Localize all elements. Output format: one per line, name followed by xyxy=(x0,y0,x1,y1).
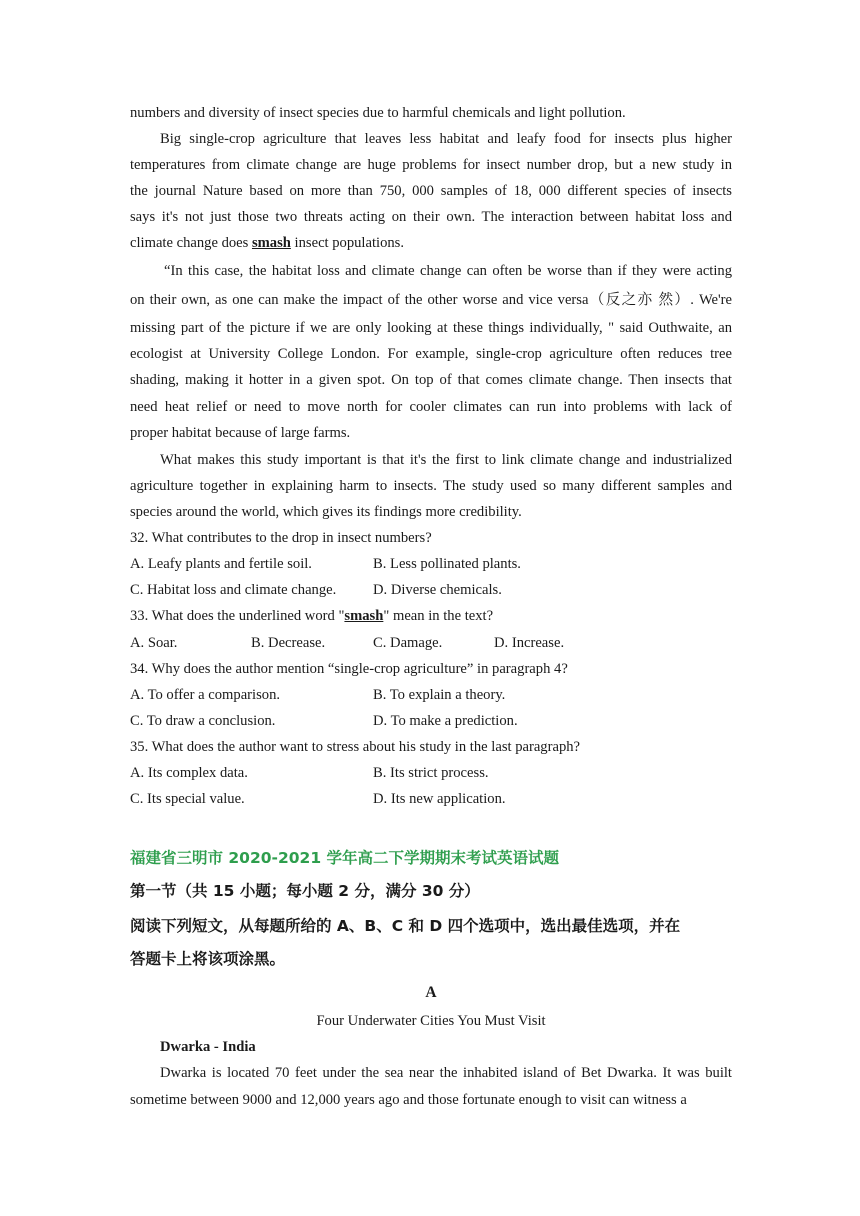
instructions-line: 答题卡上将该项涂黑。 xyxy=(130,950,286,968)
paragraph-line: the journal Nature based on more than 750, 000 samples of 18, 000 different species of insects xyxy=(130,183,732,199)
passage-letter: A xyxy=(425,984,437,1001)
option-34-b: B. To explain a theory. xyxy=(373,687,506,703)
paragraph-line: agriculture together in explaining harm to insects. The study used so many different samples and xyxy=(130,478,732,494)
question-33 xyxy=(130,606,732,626)
option-34-c: C. To draw a conclusion. xyxy=(130,713,276,729)
text-span: " mean in the text? xyxy=(383,608,494,624)
paragraph-line: shading, making it hotter in a given spot. On top of that comes climate change. Then insects that xyxy=(130,372,732,388)
paragraph-line xyxy=(130,233,732,253)
paragraph-line: says it's not just those two threats acting on their own. The interaction between habitat loss and xyxy=(130,209,732,225)
question-32: 32. What contributes to the drop in insect numbers? xyxy=(130,530,432,546)
underlined-word: smash xyxy=(344,608,384,624)
paragraph-line: Big single-crop agriculture that leaves less habitat and leafy food for insects plus higher xyxy=(160,131,732,147)
text-span: 33. What does the underlined word " xyxy=(130,608,345,624)
passage-title: Four Underwater Cities You Must Visit xyxy=(316,1013,546,1029)
option-33-a: A. Soar. xyxy=(130,635,178,651)
paragraph-line: temperatures from climate change are huge problems for insect number drop, but a new study in xyxy=(130,157,732,173)
paragraph-line: proper habitat because of large farms. xyxy=(130,425,351,441)
paragraph-line: numbers and diversity of insect species due to harmful chemicals and light pollution. xyxy=(130,105,626,121)
option-33-b: B. Decrease. xyxy=(251,635,326,651)
option-35-a: A. Its complex data. xyxy=(130,765,248,781)
paragraph-line: missing part of the picture if we are only looking at these things individually, " said Outhwaite, an xyxy=(130,320,732,336)
option-32-b: B. Less pollinated plants. xyxy=(373,556,521,572)
paragraph-line: species around the world, which gives its findings more credibility. xyxy=(130,504,522,520)
paragraph-line: What makes this study important is that it's the first to link climate change and industrialized xyxy=(160,452,732,468)
option-32-c: C. Habitat loss and climate change. xyxy=(130,582,337,598)
option-34-d: D. To make a prediction. xyxy=(373,713,518,729)
option-35-b: B. Its strict process. xyxy=(373,765,489,781)
paragraph-line: on their own, as one can make the impact of the other worse and vice versa（反之亦 然）. We're xyxy=(130,292,732,308)
paragraph-line: sometime between 9000 and 12,000 years ago and those fortunate enough to visit can witness a xyxy=(130,1092,687,1108)
underlined-word: smash xyxy=(251,235,291,251)
question-34: 34. Why does the author mention “single-crop agriculture” in paragraph 4? xyxy=(130,661,568,677)
section-heading: 第一节（共 15 小题；每小题 2 分，满分 30 分） xyxy=(130,882,480,900)
paragraph-line: Dwarka is located 70 feet under the sea near the inhabited island of Bet Dwarka. It was built xyxy=(160,1065,732,1081)
paragraph-line: ecologist at University College London. For example, single-crop agriculture often reduces tree xyxy=(130,346,732,362)
option-33-c: C. Damage. xyxy=(373,635,443,651)
text-span: climate change does xyxy=(130,235,252,251)
exam-title: 福建省三明市 2020-2021 学年高二下学期期末考试英语试题 xyxy=(130,849,560,867)
question-35: 35. What does the author want to stress about his study in the last paragraph? xyxy=(130,739,581,755)
option-35-d: D. Its new application. xyxy=(373,791,506,807)
option-35-c: C. Its special value. xyxy=(130,791,245,807)
option-34-a: A. To offer a comparison. xyxy=(130,687,281,703)
option-32-a: A. Leafy plants and fertile soil. xyxy=(130,556,312,572)
subheading: Dwarka - India xyxy=(160,1039,256,1055)
paragraph-line: need heat relief or need to move north for cooler climates can run into problems with lack of xyxy=(130,399,732,415)
paragraph-line: “In this case, the habitat loss and climate change can often be worse than if they were acting xyxy=(164,263,732,279)
option-33-d: D. Increase. xyxy=(494,635,565,651)
instructions-line: 阅读下列短文，从每题所给的 A、B、C 和 D 四个选项中，选出最佳选项，并在 xyxy=(130,917,681,935)
text-span: insect populations. xyxy=(290,235,404,251)
option-32-d: D. Diverse chemicals. xyxy=(373,582,502,598)
